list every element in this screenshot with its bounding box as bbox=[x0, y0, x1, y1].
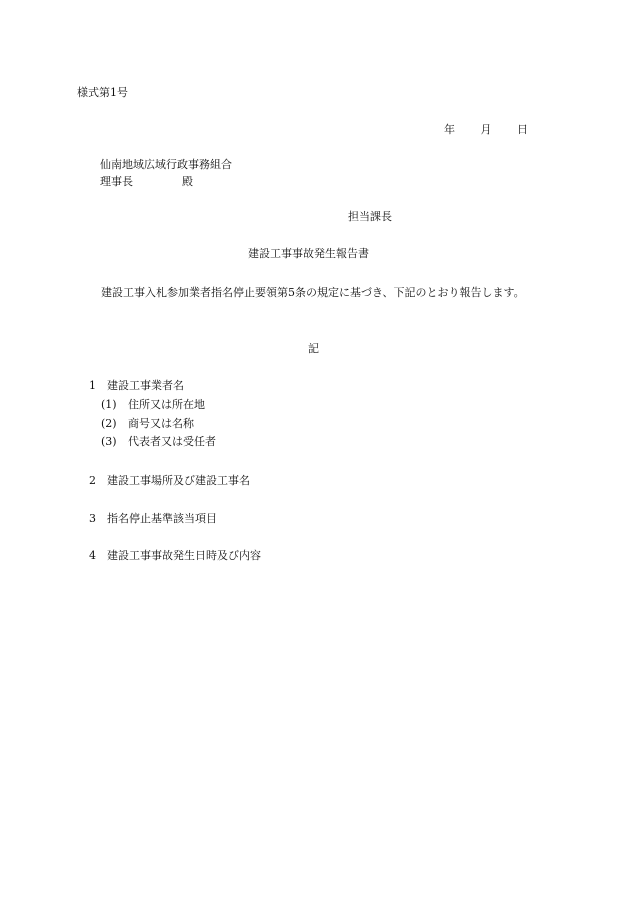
subitem-label: 代表者又は受任者 bbox=[128, 435, 216, 448]
subitem-number: (3) bbox=[101, 435, 117, 448]
subitem-number: (2) bbox=[101, 417, 117, 430]
recipient-honorific: 殿 bbox=[182, 175, 193, 188]
item-label: 建設工事場所及び建設工事名 bbox=[107, 474, 250, 487]
sender: 担当課長 bbox=[348, 210, 392, 223]
subitem-label: 住所又は所在地 bbox=[128, 398, 205, 411]
recipient-organization: 仙南地域広域行政事務組合 bbox=[100, 158, 232, 171]
subitem-label: 商号又は名称 bbox=[128, 417, 194, 430]
recipient-title: 理事長 bbox=[100, 175, 133, 188]
body-text: 建設工事入札参加業者指名停止要領第5条の規定に基づき、下記のとおり報告します。 bbox=[101, 286, 525, 299]
item-number: 4 bbox=[89, 549, 96, 562]
item-label: 建設工事業者名 bbox=[107, 379, 184, 392]
item-label: 建設工事事故発生日時及び内容 bbox=[107, 549, 261, 562]
document-title: 建設工事事故発生報告書 bbox=[248, 247, 369, 260]
form-number: 様式第1号 bbox=[77, 86, 128, 99]
item-number: 1 bbox=[89, 379, 96, 392]
date-year: 年 bbox=[444, 123, 455, 136]
item-number: 2 bbox=[89, 474, 96, 487]
subitem-number: (1) bbox=[101, 398, 117, 411]
date-month: 月 bbox=[480, 123, 492, 136]
date-day: 日 bbox=[517, 123, 528, 136]
ki-heading: 記 bbox=[308, 342, 319, 355]
date-line bbox=[444, 124, 528, 135]
item-label: 指名停止基準該当項目 bbox=[107, 512, 217, 525]
item-number: 3 bbox=[89, 512, 96, 525]
